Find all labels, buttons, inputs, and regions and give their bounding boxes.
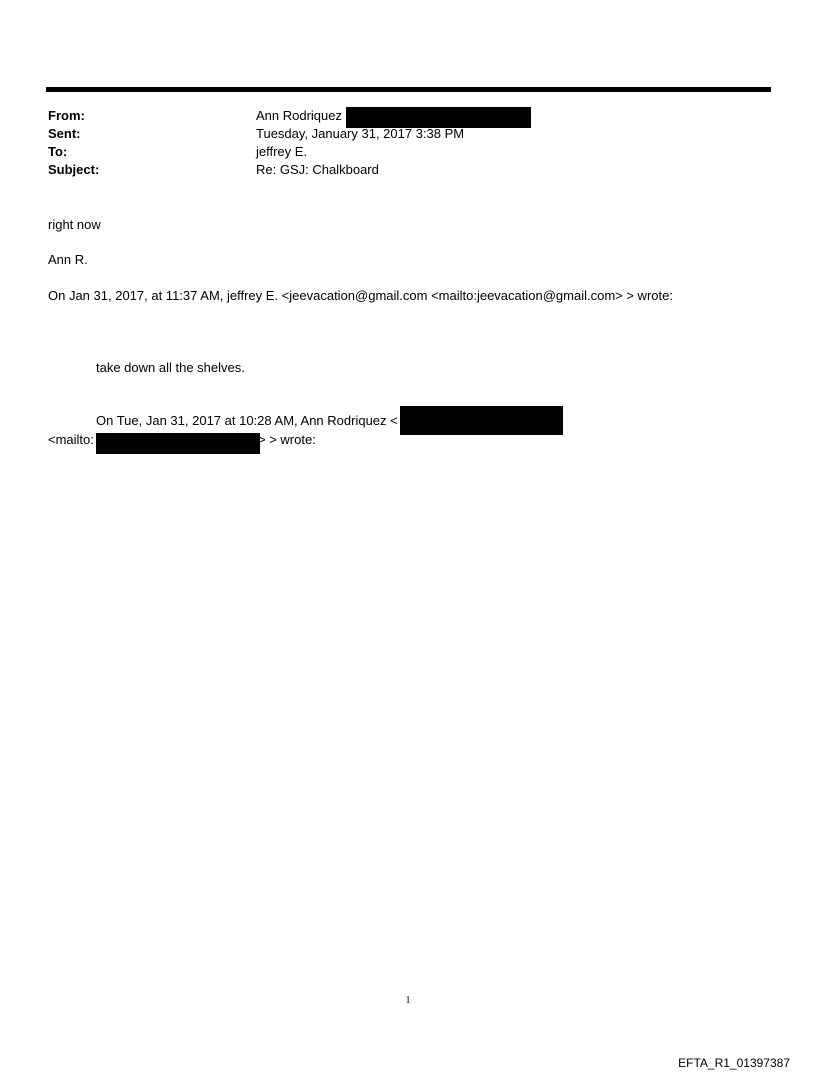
page-number: 1 xyxy=(405,995,411,1006)
from-label: From: xyxy=(48,108,85,123)
nested-quote-intro: On Tue, Jan 31, 2017 at 10:28 AM, Ann Rodriquez < xyxy=(96,413,398,428)
sent-label: Sent: xyxy=(48,126,81,141)
signature: Ann R. xyxy=(48,252,88,267)
sent-value: Tuesday, January 31, 2017 3:38 PM xyxy=(256,126,465,141)
redaction-box xyxy=(96,433,260,454)
nested-mailto-start: <mailto: xyxy=(48,432,94,447)
redaction-box xyxy=(400,406,563,435)
quoted-message: take down all the shelves. xyxy=(96,360,245,375)
nested-mailto-end: > > wrote: xyxy=(258,432,316,447)
subject-value: Re: GSJ: Chalkboard xyxy=(256,162,379,177)
to-value: jeffrey E. xyxy=(256,144,308,159)
body-line: right now xyxy=(48,217,101,232)
quote-intro: On Jan 31, 2017, at 11:37 AM, jeffrey E. <jeevacation@gmail.com <mailto:jeevacation@gmail.com> > wrote: xyxy=(48,288,673,303)
document-id: EFTA_R1_01397387 xyxy=(678,1056,790,1070)
subject-label: Subject: xyxy=(48,162,100,177)
from-value: Ann Rodriquez xyxy=(256,108,342,123)
to-label: To: xyxy=(48,144,68,159)
header-rule xyxy=(46,87,771,92)
